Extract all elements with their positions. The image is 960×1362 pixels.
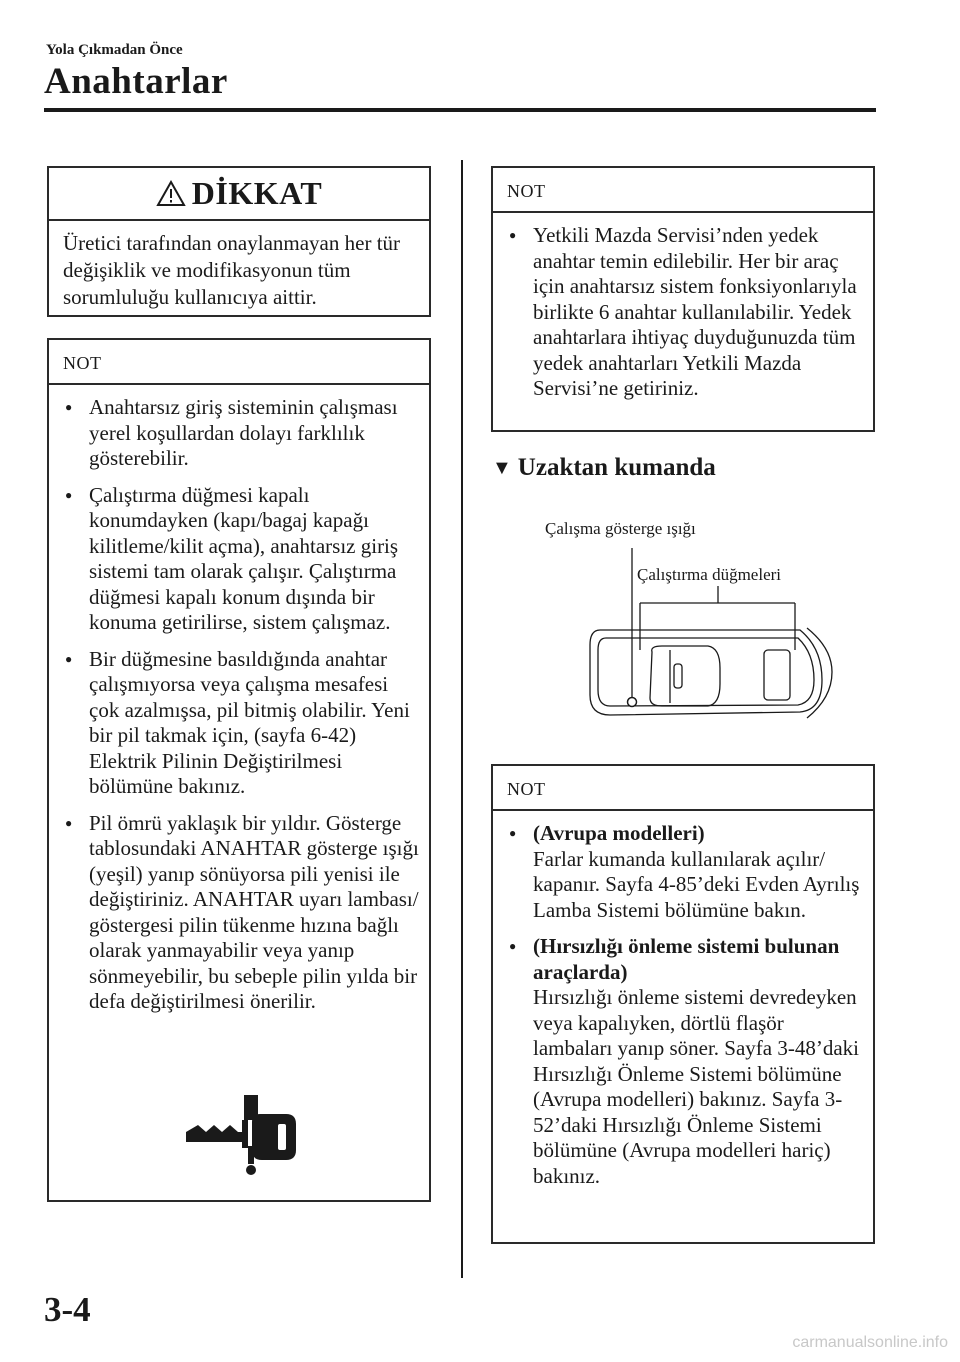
- indicator-light-label: Çalışma gösterge ışığı: [545, 519, 696, 538]
- caution-header: [49, 168, 429, 221]
- list-item: ● Bir düğmesine basıldığında anahtar çalışmıyorsa veya çalışma mesafesi çok azalmışsa, pil bitmiş olabilir. Yeni bir pil takmak için, (sayfa 6-42) Elektrik Pilinin Değiştirilmesi bölümüne bakınız.: [63, 647, 419, 800]
- triangle-down-icon: ▼: [492, 456, 512, 479]
- note-title: NOT: [49, 340, 429, 385]
- list-item: ● (Hırsızlığı önleme sistemi bulunan araçlarda) Hırsızlığı önleme sistemi devredeyken veya kapalıyken, dörtlü flaşör lambaları yanıp söner. Sayfa 3-48’daki Hırsızlığı Önleme Sistemi bölümüne (Avrupa modelleri) bakınız. Sayfa 3-52’daki Hırsızlığı Önleme Sistemi bölümüne (Avrupa modelleri hariç) bakınız.: [507, 934, 863, 1189]
- list-item: ● Yetkili Mazda Servisi’nden yedek anahtar temin edilebilir. Her bir araç için anahtarsız sistem fonksiyonlarıyla birlikte 6 anahtar kullanılabilir. Yedek anahtarlara ihtiyaç duyduğunuzda tüm yedek anahtarları Yetkili Mazda Servisi’ne getiriniz.: [507, 223, 863, 402]
- note-list: [49, 385, 429, 1015]
- note-list: [493, 213, 873, 402]
- warning-icon: [156, 180, 186, 207]
- list-item: ● Çalıştırma düğmesi kapalı konumdayken (kapı/bagaj kapağı kilitleme/kilit açma), anahtarsız giriş sistemi tam olarak çalışır. Çalıştırma düğmesi kapalı konum dışında bir konuma getirilirse, sistem çalışmaz.: [63, 483, 419, 636]
- note-title: NOT: [493, 766, 873, 811]
- key-indicator-icon: [184, 1092, 314, 1176]
- list-item: ● (Avrupa modelleri) Farlar kumanda kullanılarak açılır/ kapanır. Sayfa 4-85’deki Evden Ayrılış Lamba Sistemi bölümüne bakın.: [507, 821, 863, 923]
- caution-title: DİKKAT: [191, 175, 323, 211]
- section-heading-text: Uzaktan kumanda: [517, 454, 716, 481]
- note-title: NOT: [493, 168, 873, 213]
- header-rule: [44, 108, 876, 112]
- note-box: [491, 166, 875, 432]
- list-item: ● Anahtarsız giriş sisteminin çalışması yerel koşullardan dolayı farklılık gösterebilir.: [63, 395, 419, 472]
- section-heading: [492, 454, 716, 482]
- operation-buttons-label: Çalıştırma düğmeleri: [637, 565, 781, 584]
- page-title: Anahtarlar: [44, 61, 228, 102]
- note-list: [493, 811, 873, 1189]
- remote-key-illustration: [570, 520, 840, 750]
- list-item: ● Pil ömrü yaklaşık bir yıldır. Gösterge tablosundaki ANAHTAR gösterge ışığı (yeşil) yanıp sönüyorsa pili yenisi ile değiştiriniz. ANAHTAR uyarı lambası/ göstergesi pilin tükenme hızına bağlı olarak yanmayabilir veya yanıp sönmeyebilir, bu sebeple pilin yılda bir defa değiştirilmesi önerilir.: [63, 811, 419, 1015]
- page-number: 3-4: [44, 1290, 91, 1329]
- caution-box: [47, 166, 431, 317]
- watermark: carmanualsonline.info: [792, 1334, 948, 1351]
- note-box: [47, 338, 431, 1202]
- column-divider: [461, 160, 463, 1278]
- note-box: [491, 764, 875, 1244]
- caution-text: Üretici tarafından onaylanmayan her tür değişiklik ve modifikasyonun tüm sorumluluğu kullanıcıya aittir.: [63, 231, 401, 309]
- section-label: Yola Çıkmadan Önce: [46, 42, 183, 58]
